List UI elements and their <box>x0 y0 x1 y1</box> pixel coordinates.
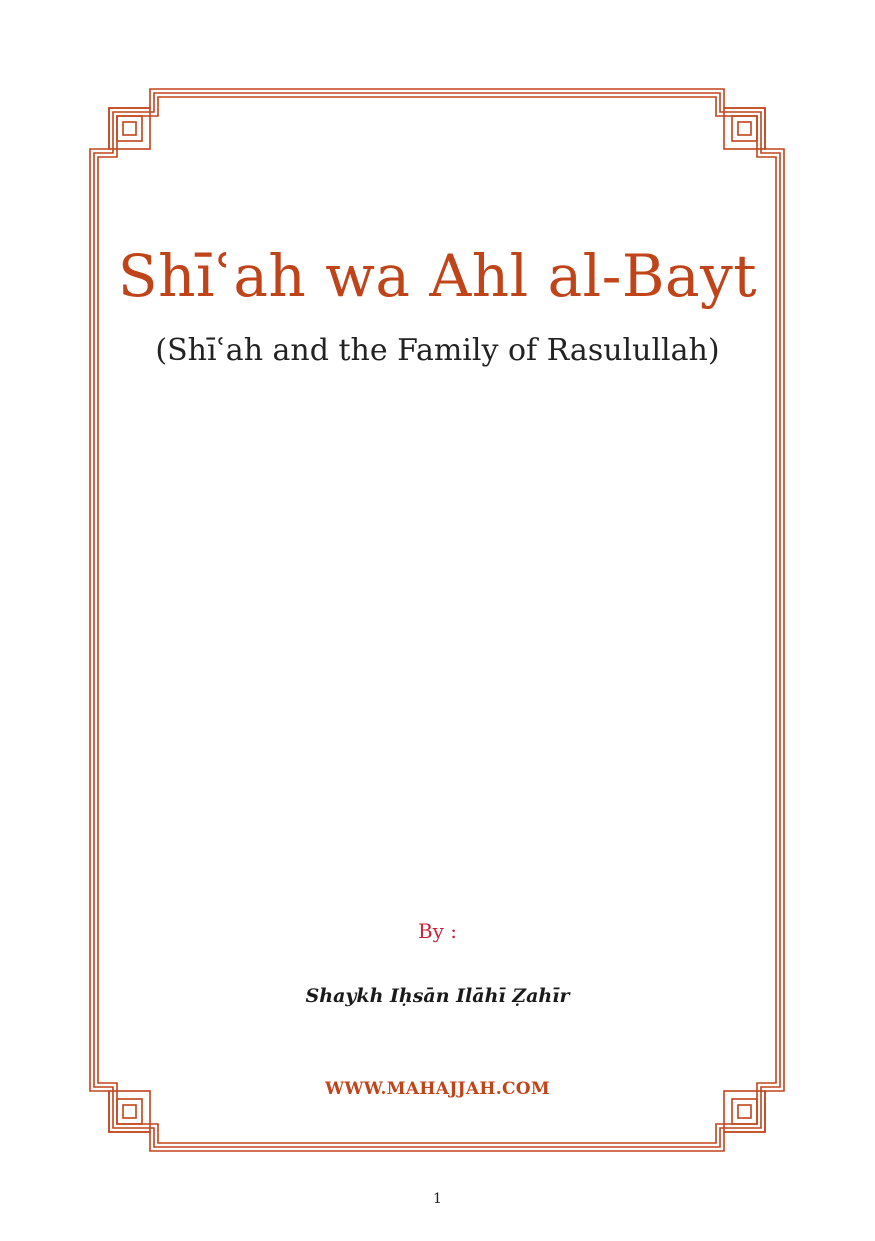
book-subtitle: (Shīʿah and the Family of Rasulullah) <box>155 333 720 368</box>
by-label: By : <box>417 919 458 943</box>
corner-ornament-top-right <box>724 108 765 149</box>
author-name: Shaykh Iḥsān Ilāhī Ẓahīr <box>305 985 570 1007</box>
website-link[interactable]: WWW.MAHAJJAH.COM <box>324 1079 551 1099</box>
book-title: Shīʿah wa Ahl al-Bayt <box>117 242 758 310</box>
corner-ornament-top-left <box>109 108 150 149</box>
page-number: 1 <box>433 1191 442 1207</box>
